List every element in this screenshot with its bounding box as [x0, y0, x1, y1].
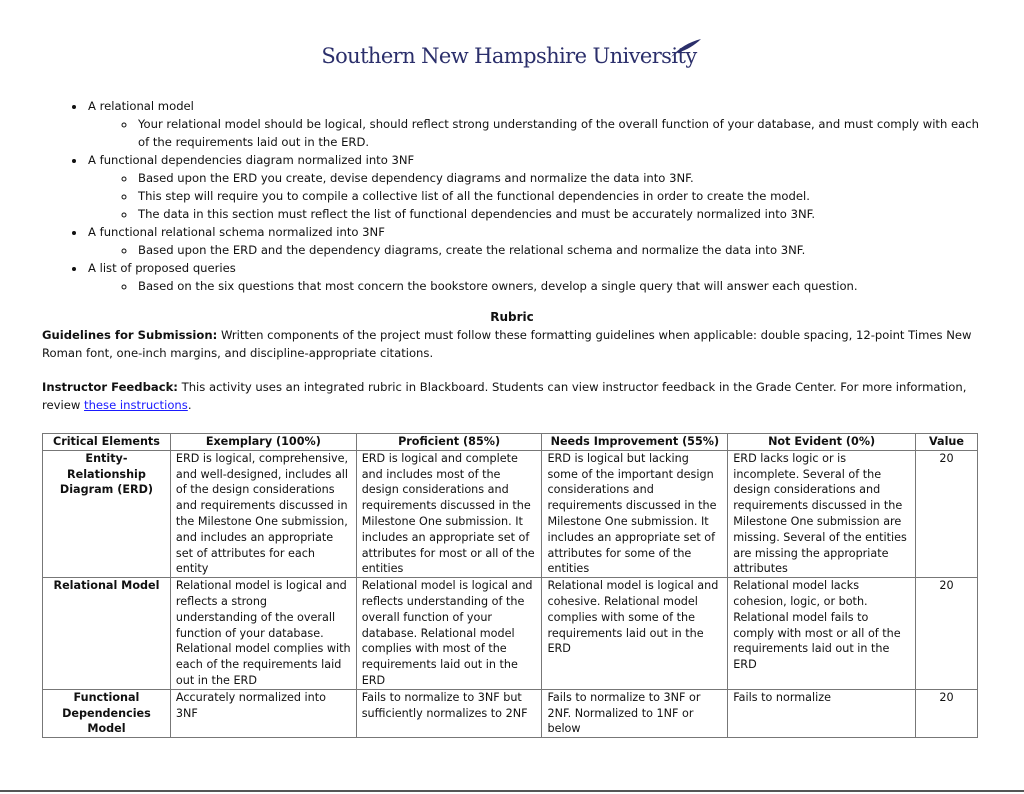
needs-improvement-cell: Relational model is logical and cohesive. Relational model complies with some of the requirements laid out in the ERD [542, 578, 728, 690]
university-logo [0, 44, 1024, 68]
submission-guidelines [42, 326, 982, 362]
guidelines-label: Guidelines for Submission: [42, 328, 218, 342]
not-evident-cell: Fails to normalize [728, 689, 916, 737]
value-cell: 20 [916, 689, 978, 737]
sub-list [88, 277, 982, 295]
needs-improvement-cell: Fails to normalize to 3NF or 2NF. Normalized to 1NF or below [542, 689, 728, 737]
deliverable-label: A functional relational schema normalized into 3NF [88, 225, 385, 239]
not-evident-cell: ERD lacks logic or is incomplete. Several of the design considerations and requirements discussed in the Milestone One submission are missing. Several of the entities are missing the appropriate attributes [728, 450, 916, 577]
sub-list [88, 169, 982, 223]
column-header: Exemplary (100%) [170, 434, 356, 451]
feedback-label: Instructor Feedback: [42, 380, 178, 394]
guidelines-text: Written components of the project must follow these formatting guidelines when applicable: double spacing, 12-point Times New Roman font, one-inch margins, and discipline-appropriate citations. [42, 328, 972, 360]
column-header: Not Evident (0%) [728, 434, 916, 451]
column-header: Critical Elements [43, 434, 171, 451]
sub-list [88, 115, 982, 151]
instructor-feedback [42, 378, 982, 414]
column-header: Needs Improvement (55%) [542, 434, 728, 451]
proficient-cell: ERD is logical and complete and includes most of the design considerations and requirements discussed in the Milestone One submission. It includes an appropriate set of attributes for most or all of the entities [356, 450, 542, 577]
column-header: Value [916, 434, 978, 451]
exemplary-cell: Relational model is logical and reflects a strong understanding of the overall function of your database. Relational model complies with each of the requirements laid out in the ERD [170, 578, 356, 690]
list-item [86, 151, 982, 223]
list-item [86, 223, 982, 259]
deliverable-label: A functional dependencies diagram normalized into 3NF [88, 153, 415, 167]
deliverables-list [42, 97, 982, 295]
list-item: ◦ Based upon the ERD you create, devise dependency diagrams and normalize the data into 3NF. [136, 169, 982, 187]
feedback-text: This activity uses an integrated rubric in Blackboard. Students can view instructor feedback in the Grade Center. For more information, review [42, 380, 967, 412]
not-evident-cell: Relational model lacks cohesion, logic, or both. Relational model fails to comply with most or all of the requirements laid out in the ERD [728, 578, 916, 690]
list-item: ◦ This step will require you to compile a collective list of all the functional dependencies in order to create the model. [136, 187, 982, 205]
critical-element-cell: Entity-Relationship Diagram (ERD) [43, 450, 171, 577]
logo-text: Southern New Hampshire University [321, 44, 697, 68]
column-header: Proficient (85%) [356, 434, 542, 451]
proficient-cell: Relational model is logical and reflects understanding of the overall function of your database. Relational model complies with most of the requirements laid out in the ERD [356, 578, 542, 690]
critical-element-cell: Relational Model [43, 578, 171, 690]
instructions-link[interactable]: these instructions [84, 398, 188, 412]
table-row [43, 689, 978, 737]
list-item: ◦ Based on the six questions that most concern the bookstore owners, develop a single query that will answer each question. [136, 277, 982, 295]
document-body [42, 97, 982, 414]
list-item [86, 259, 982, 295]
deliverable-label: A relational model [88, 99, 194, 113]
table-header-row [43, 434, 978, 451]
table-row [43, 450, 978, 577]
feather-quill-icon [669, 38, 703, 58]
proficient-cell: Fails to normalize to 3NF but sufficiently normalizes to 2NF [356, 689, 542, 737]
deliverable-label: A list of proposed queries [88, 261, 236, 275]
value-cell: 20 [916, 578, 978, 690]
list-item [86, 97, 982, 151]
page-divider [0, 790, 1024, 792]
exemplary-cell: Accurately normalized into 3NF [170, 689, 356, 737]
rubric-table [42, 433, 978, 738]
list-item: ◦ Your relational model should be logical, should reflect strong understanding of the overall function of your database, and must comply with each of the requirements laid out in the ERD. [136, 115, 982, 151]
exemplary-cell: ERD is logical, comprehensive, and well-designed, includes all of the design considerations and requirements discussed in the Milestone One submission, and includes an appropriate set of attributes for each entity [170, 450, 356, 577]
critical-element-cell: Functional Dependencies Model [43, 689, 171, 737]
list-item: ◦ Based upon the ERD and the dependency diagrams, create the relational schema and normalize the data into 3NF. [136, 241, 982, 259]
needs-improvement-cell: ERD is logical but lacking some of the important design considerations and requirements discussed in the Milestone One submission. It includes an appropriate set of attributes for some of the entities [542, 450, 728, 577]
rubric-heading: Rubric [490, 310, 534, 324]
table-row [43, 578, 978, 690]
list-item: ◦ The data in this section must reflect the list of functional dependencies and must be accurately normalized into 3NF. [136, 205, 982, 223]
feedback-end: . [187, 398, 192, 412]
value-cell: 20 [916, 450, 978, 577]
sub-list [88, 241, 982, 259]
